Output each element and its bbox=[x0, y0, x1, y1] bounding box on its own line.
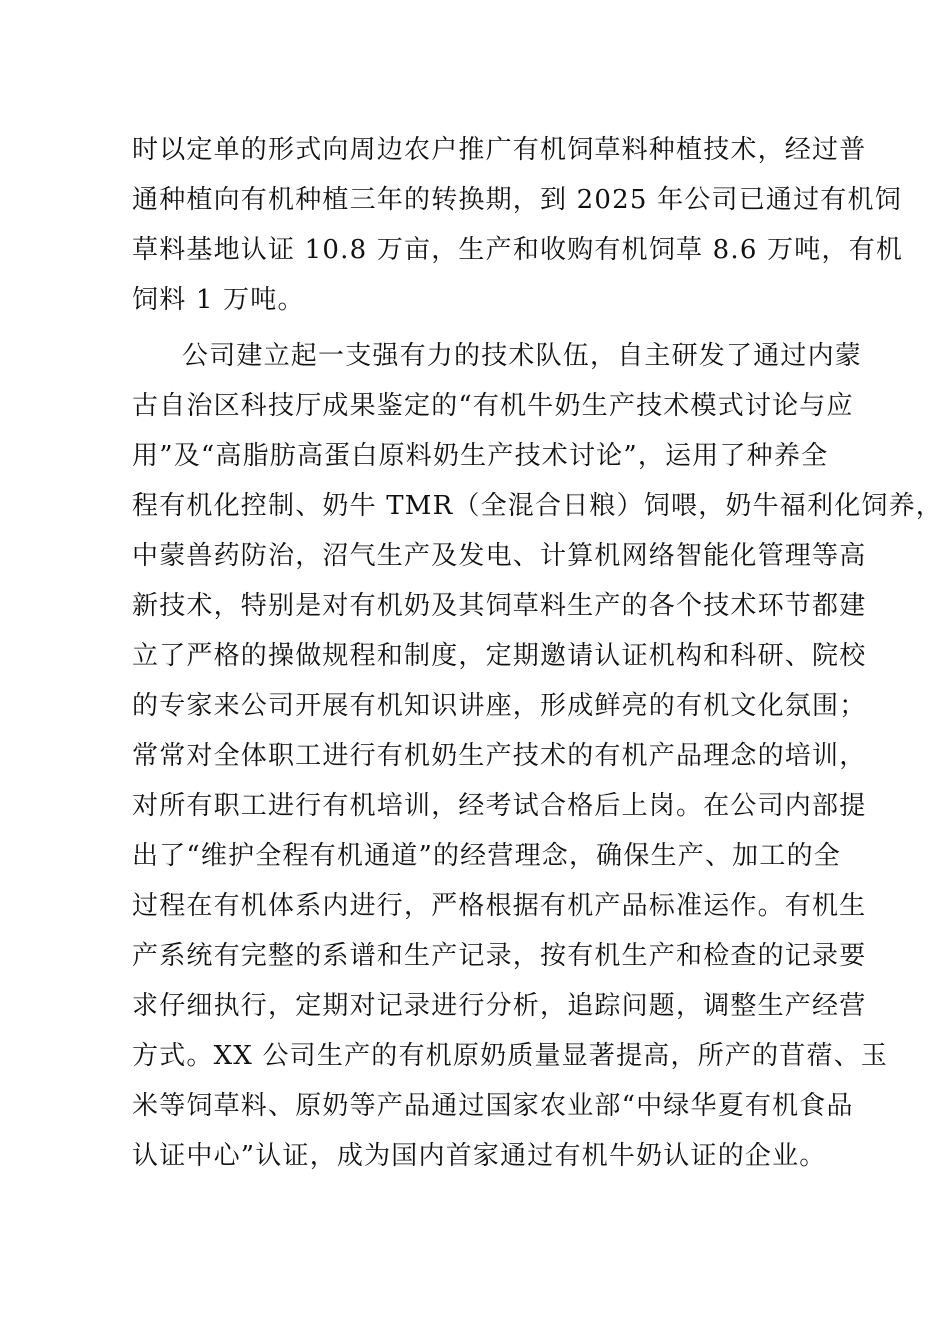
paragraph-line: 通种植向有机种植三年的转换期，到 2025 年公司已通过有机饲 bbox=[132, 185, 902, 215]
paragraph-line: 的专家来公司开展有机知识讲座，形成鲜亮的有机文化氛围； bbox=[132, 691, 867, 721]
paragraph-line: 求仔细执行，定期对记录进行分析，追踪问题，调整生产经营 bbox=[132, 991, 867, 1021]
paragraph-line: 立了严格的操做规程和制度，定期邀请认证机构和科研、院校 bbox=[132, 641, 867, 671]
paragraph-line: 时以定单的形式向周边农户推广有机饲草料种植技术，经过普 bbox=[132, 135, 867, 165]
paragraph-line: 新技术，特别是对有机奶及其饲草料生产的各个技术环节都建 bbox=[132, 591, 867, 621]
paragraph-line: 认证中心”认证，成为国内首家通过有机牛奶认证的企业。 bbox=[132, 1141, 827, 1171]
paragraph-line: 中蒙兽药防治，沼气生产及发电、计算机网络智能化管理等高 bbox=[132, 541, 867, 571]
paragraph-line: 米等饲草料、原奶等产品通过国家农业部“中绿华夏有机食品 bbox=[132, 1091, 854, 1121]
paragraph-line: 用”及“高脂肪高蛋白原料奶生产技术讨论”，运用了种养全 bbox=[132, 441, 829, 471]
paragraph-line: 饲料 1 万吨。 bbox=[132, 285, 305, 315]
paragraph-line: 常常对全体职工进行有机奶生产技术的有机产品理念的培训， bbox=[132, 741, 867, 771]
paragraph-line: 公司建立起一支强有力的技术队伍，自主研发了通过内蒙 bbox=[182, 341, 863, 371]
paragraph-line: 古自治区科技厅成果鉴定的“有机牛奶生产技术模式讨论与应 bbox=[132, 391, 854, 421]
paragraph-line: 程有机化控制、奶牛 TMR（全混合日粮）饲喂，奶牛福利化饲养， bbox=[132, 491, 944, 521]
paragraph-line: 方式。XX 公司生产的有机原奶质量显著提高，所产的苜蓿、玉 bbox=[132, 1041, 889, 1071]
paragraph-line: 对所有职工进行有机培训，经考试合格后上岗。在公司内部提 bbox=[132, 791, 867, 821]
paragraph-line: 草料基地认证 10.8 万亩，生产和收购有机饲草 8.6 万吨，有机 bbox=[132, 235, 904, 265]
paragraph-line: 产系统有完整的系谱和生产记录，按有机生产和检查的记录要 bbox=[132, 941, 867, 971]
paragraph-line: 过程在有机体系内进行，严格根据有机产品标准运作。有机生 bbox=[132, 891, 867, 921]
paragraph-line: 出了“维护全程有机通道”的经营理念，确保生产、加工的全 bbox=[132, 841, 841, 871]
